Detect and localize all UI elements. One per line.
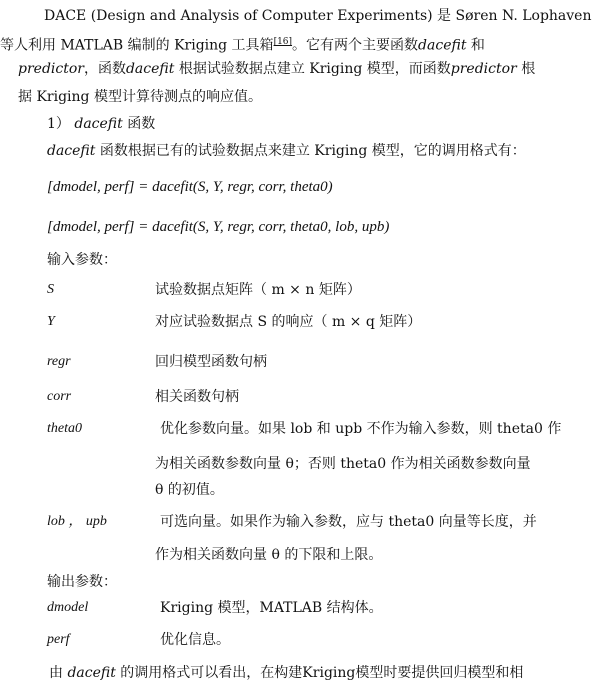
param-lob-upb-name: lob ， upb bbox=[47, 514, 107, 529]
param-theta0-desc: 优化参数向量。如果 lob 和 upb 不作为输入参数，则 theta0 作 bbox=[160, 421, 562, 437]
param-S-name: S bbox=[47, 282, 54, 297]
output-heading: 输出参数： bbox=[47, 574, 117, 590]
para1-line4: 据 Kriging 模型计算待测点的响应值。 bbox=[18, 89, 262, 105]
param-theta0-desc2: 为相关函数参数向量 θ；否则 theta0 作为相关函数参数向量 bbox=[155, 456, 531, 472]
section-heading: 1） dacefit 函数 bbox=[47, 116, 156, 132]
param-Y-desc: 对应试验数据点 S 的响应（ m × q 矩阵） bbox=[155, 314, 422, 330]
para1-line1: DACE (Design and Analysis of Computer Experiments) 是 Søren N. Lophaven bbox=[44, 8, 592, 24]
input-heading: 输入参数： bbox=[47, 252, 117, 268]
intro-line: dacefit 函数根据已有的试验数据点来建立 Kriging 模型，它的调用格式有： bbox=[47, 143, 526, 159]
output-dmodel-name: dmodel bbox=[47, 600, 89, 615]
param-regr-desc: 回归模型函数句柄 bbox=[155, 354, 267, 370]
param-lob-upb-desc: 可选向量。如果作为输入参数，应与 theta0 向量等长度，并 bbox=[160, 514, 537, 530]
param-theta0-name: theta0 bbox=[47, 421, 82, 436]
param-lob-upb-desc2: 作为相关函数向量 θ 的下限和上限。 bbox=[155, 547, 383, 563]
output-perf-desc: 优化信息。 bbox=[160, 632, 230, 648]
formula-1: [dmodel, perf] = dacefit(S, Y, regr, corr, theta0) bbox=[47, 179, 333, 195]
formula-2: [dmodel, perf] = dacefit(S, Y, regr, corr, theta0, lob, upb) bbox=[47, 219, 390, 235]
param-regr-name: regr bbox=[47, 354, 71, 369]
param-corr-desc: 相关函数句柄 bbox=[155, 389, 239, 405]
para1-line3: predictor，函数dacefit 根据试验数据点建立 Kriging 模型，而函数predictor 根 bbox=[18, 61, 536, 77]
output-dmodel-desc: Kriging 模型，MATLAB 结构体。 bbox=[160, 600, 383, 616]
param-corr-name: corr bbox=[47, 389, 72, 404]
citation-ref[interactable]: [16] bbox=[273, 37, 293, 47]
output-perf-name: perf bbox=[47, 632, 70, 647]
para1-line2: 等人利用 MATLAB 编制的 Kriging 工具箱[16]。它有两个主要函数dacefit 和 bbox=[0, 37, 485, 54]
param-theta0-desc3: θ 的初值。 bbox=[155, 482, 224, 498]
closing-line: 由 dacefit 的调用格式可以看出，在构建Kriging模型时要提供回归模型和相 bbox=[49, 665, 524, 681]
param-S-desc: 试验数据点矩阵（ m × n 矩阵） bbox=[155, 282, 361, 298]
param-Y-name: Y bbox=[47, 314, 55, 329]
